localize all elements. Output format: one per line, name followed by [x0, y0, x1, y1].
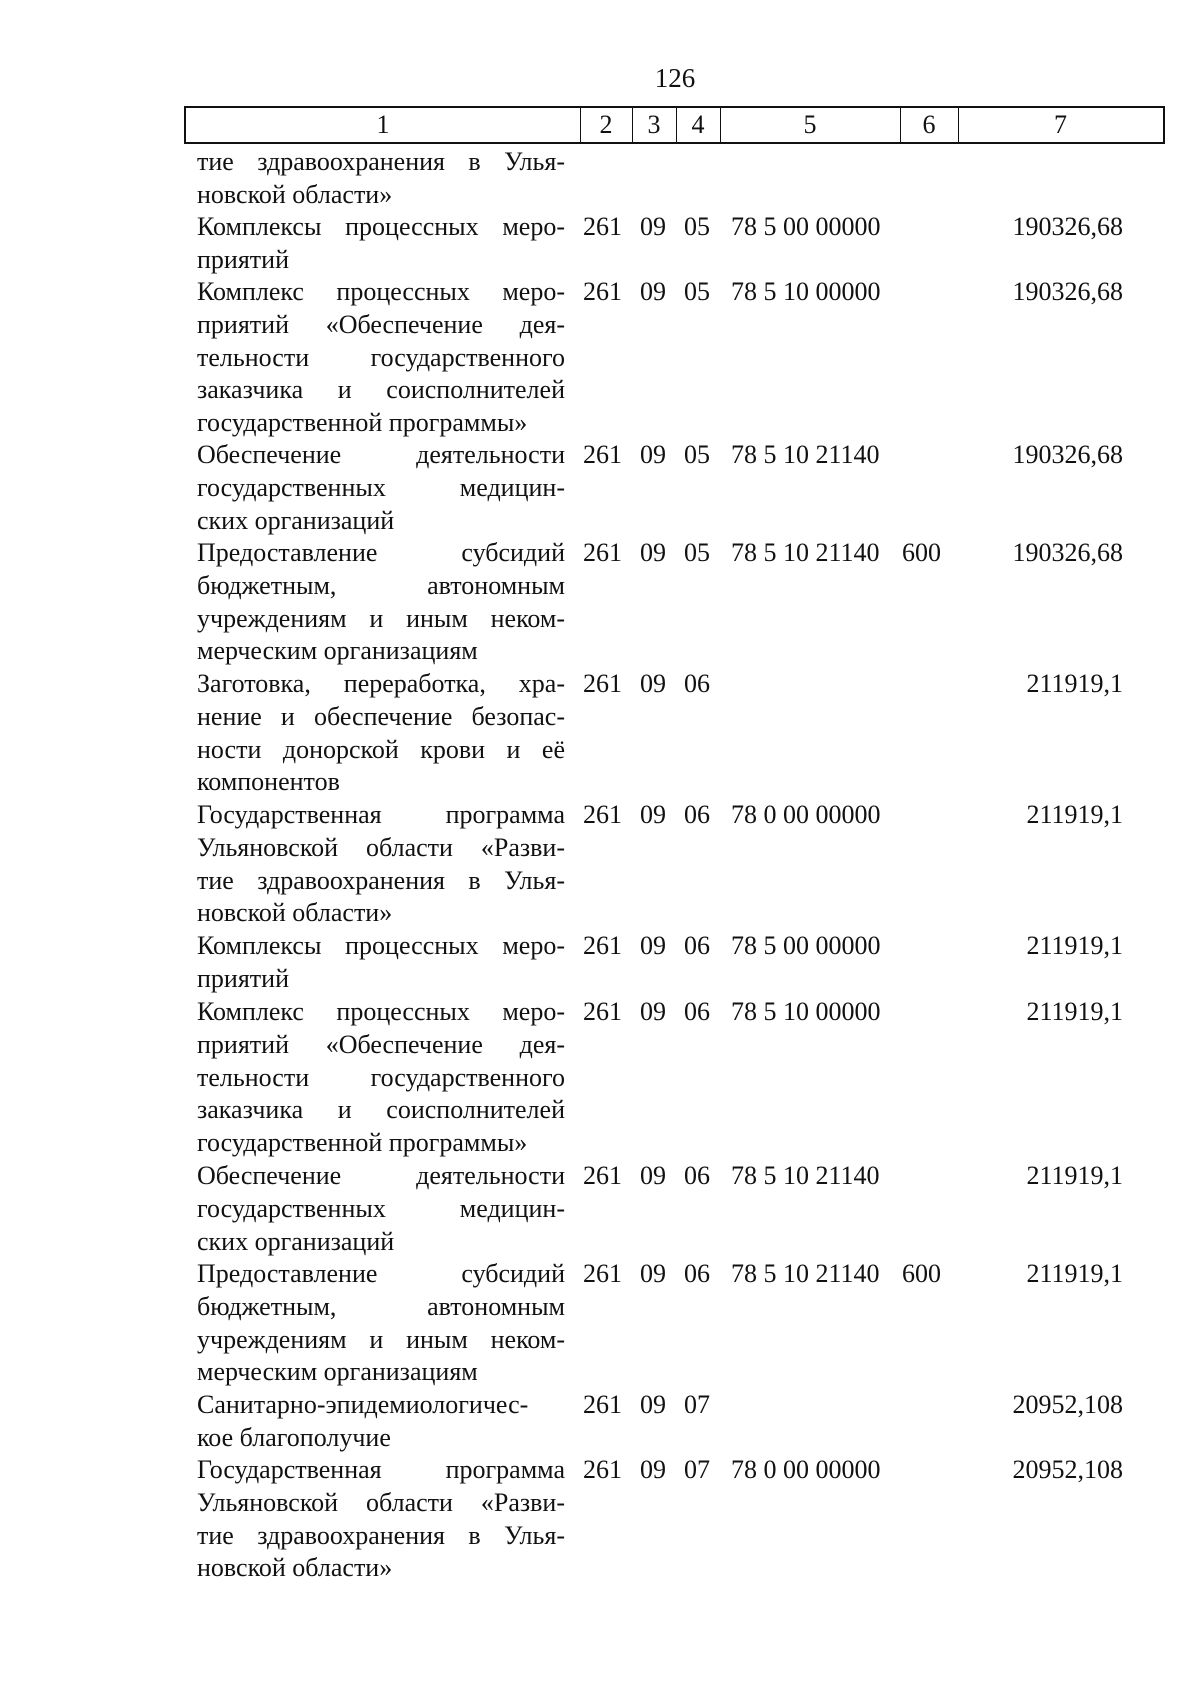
row-col-5: 78 5 10 00000	[731, 277, 881, 306]
row-description	[197, 1258, 565, 1389]
description-line: Комплексы процессных меро-	[197, 931, 565, 960]
description-line: мерческим организациям	[197, 1357, 478, 1387]
row-col-4: 05	[684, 277, 710, 306]
description-line: Ульяновской области «Разви-	[197, 832, 565, 862]
description-line: ских организаций	[197, 1226, 395, 1256]
description-line: новской области»	[197, 1553, 393, 1583]
table-header	[184, 106, 1165, 144]
row-description	[197, 930, 565, 996]
row-col-2: 261	[583, 538, 622, 567]
row-col-2: 261	[583, 212, 622, 241]
row-col-2: 261	[583, 277, 622, 306]
description-line: Ульяновской области «Разви-	[197, 1487, 565, 1517]
row-col-7: 20952,108	[1012, 1455, 1123, 1484]
description-line: тие здравоохранения в Улья-	[197, 865, 565, 895]
description-line: Государственная программа	[197, 1455, 565, 1484]
row-col-4: 06	[684, 669, 710, 698]
row-col-4: 07	[684, 1455, 710, 1484]
description-line: новской области»	[197, 898, 393, 928]
row-col-3: 09	[640, 800, 666, 829]
row-col-7: 20952,108	[1012, 1390, 1123, 1419]
row-col-7: 190326,68	[1012, 440, 1123, 469]
row-col-5: 78 5 10 21140	[731, 538, 880, 567]
row-col-2: 261	[583, 997, 622, 1026]
description-line: новской области»	[197, 179, 393, 209]
row-col-3: 09	[640, 669, 666, 698]
row-col-7: 190326,68	[1012, 538, 1123, 567]
row-col-7: 190326,68	[1012, 277, 1123, 306]
row-col-3: 09	[640, 212, 666, 241]
header-col-1: 1	[376, 110, 390, 139]
row-col-7: 211919,1	[1026, 1259, 1123, 1288]
row-col-2: 261	[583, 1259, 622, 1288]
row-col-3: 09	[640, 538, 666, 567]
row-description	[197, 537, 565, 668]
row-description	[197, 146, 565, 212]
description-line: Заготовка, переработка, хра-	[197, 669, 565, 698]
description-line: бюджетным, автономным	[197, 1291, 565, 1321]
header-col-7: 7	[1054, 110, 1067, 139]
row-col-2: 261	[583, 440, 622, 469]
row-col-7: 211919,1	[1026, 931, 1123, 960]
row-col-7: 190326,68	[1012, 212, 1123, 241]
row-col-3: 09	[640, 1259, 666, 1288]
row-col-7: 211919,1	[1026, 800, 1123, 829]
row-description	[197, 439, 565, 537]
row-description	[197, 996, 565, 1160]
row-col-2: 261	[583, 1161, 622, 1190]
row-col-4: 05	[684, 212, 710, 241]
row-col-4: 06	[684, 1161, 710, 1190]
description-line: заказчика и соисполнителей	[197, 1095, 565, 1125]
row-col-3: 09	[640, 1455, 666, 1484]
description-line: Санитарно-эпидемиологичес-	[197, 1390, 529, 1419]
description-line: Комплекс процессных меро-	[197, 997, 565, 1026]
row-col-3: 09	[640, 1390, 666, 1419]
description-line: компонентов	[197, 767, 340, 797]
row-col-7: 211919,1	[1026, 1161, 1123, 1190]
row-col-2: 261	[583, 800, 622, 829]
row-description	[197, 211, 565, 277]
description-line: приятий	[197, 244, 289, 274]
description-line: Предоставление субсидий	[197, 538, 565, 567]
description-line: ности донорской крови и её	[197, 734, 565, 764]
row-col-4: 06	[684, 931, 710, 960]
description-line: Предоставление субсидий	[197, 1259, 565, 1288]
description-line: ских организаций	[197, 505, 395, 535]
row-col-4: 05	[684, 440, 710, 469]
description-line: тельности государственного	[197, 1062, 565, 1092]
row-col-5: 78 5 10 00000	[731, 997, 881, 1026]
row-col-5: 78 5 00 00000	[731, 212, 881, 241]
description-line: приятий «Обеспечение дея-	[197, 309, 565, 339]
row-description	[197, 668, 565, 799]
row-description	[197, 1160, 565, 1258]
header-col-2: 2	[599, 110, 613, 139]
description-line: приятий «Обеспечение дея-	[197, 1029, 565, 1059]
row-col-7: 211919,1	[1026, 997, 1123, 1026]
description-line: государственных медицин-	[197, 1193, 565, 1223]
row-col-3: 09	[640, 277, 666, 306]
row-description	[197, 276, 565, 440]
header-col-6: 6	[922, 110, 936, 139]
row-col-3: 09	[640, 997, 666, 1026]
row-col-5: 78 5 10 21140	[731, 440, 880, 469]
description-line: тельности государственного	[197, 342, 565, 372]
description-line: государственной программы»	[197, 1128, 528, 1158]
row-col-3: 09	[640, 931, 666, 960]
page-number: 126	[654, 63, 696, 93]
row-col-5: 78 0 00 00000	[731, 800, 881, 829]
row-col-5: 78 5 10 21140	[731, 1259, 880, 1288]
row-col-6: 600	[902, 538, 941, 567]
row-col-5: 78 5 00 00000	[731, 931, 881, 960]
description-line: государственных медицин-	[197, 472, 565, 502]
row-description	[197, 799, 565, 930]
description-line: заказчика и соисполнителей	[197, 375, 565, 405]
row-col-5: 78 5 10 21140	[731, 1161, 880, 1190]
description-line: учреждениям и иным неком-	[197, 603, 565, 633]
description-line: Обеспечение деятельности	[197, 440, 565, 469]
row-col-4: 06	[684, 800, 710, 829]
description-line: тие здравоохранения в Улья-	[197, 1520, 565, 1550]
header-col-3: 3	[647, 110, 661, 139]
header-col-5: 5	[803, 110, 817, 139]
description-line: Государственная программа	[197, 800, 565, 829]
description-line: приятий	[197, 963, 289, 993]
description-line: Комплекс процессных меро-	[197, 277, 565, 306]
row-description	[197, 1389, 565, 1455]
row-col-2: 261	[583, 1390, 622, 1419]
row-col-4: 07	[684, 1390, 710, 1419]
row-col-4: 06	[684, 997, 710, 1026]
description-line: бюджетным, автономным	[197, 570, 565, 600]
row-description	[197, 1454, 565, 1585]
description-line: государственной программы»	[197, 408, 528, 438]
description-line: тие здравоохранения в Улья-	[197, 147, 565, 176]
row-col-4: 06	[684, 1259, 710, 1288]
row-col-2: 261	[583, 931, 622, 960]
row-col-7: 211919,1	[1026, 669, 1123, 698]
description-line: учреждениям и иным неком-	[197, 1324, 565, 1354]
row-col-3: 09	[640, 440, 666, 469]
row-col-4: 05	[684, 538, 710, 567]
row-col-3: 09	[640, 1161, 666, 1190]
row-col-5: 78 0 00 00000	[731, 1455, 881, 1484]
description-line: кое благополучие	[197, 1422, 391, 1452]
description-line: Комплексы процессных меро-	[197, 212, 565, 241]
description-line: Обеспечение деятельности	[197, 1161, 565, 1190]
description-line: нение и обеспечение безопас-	[197, 701, 565, 731]
row-col-2: 261	[583, 669, 622, 698]
row-col-6: 600	[902, 1259, 941, 1288]
header-col-4: 4	[691, 110, 705, 139]
row-col-2: 261	[583, 1455, 622, 1484]
description-line: мерческим организациям	[197, 636, 478, 666]
